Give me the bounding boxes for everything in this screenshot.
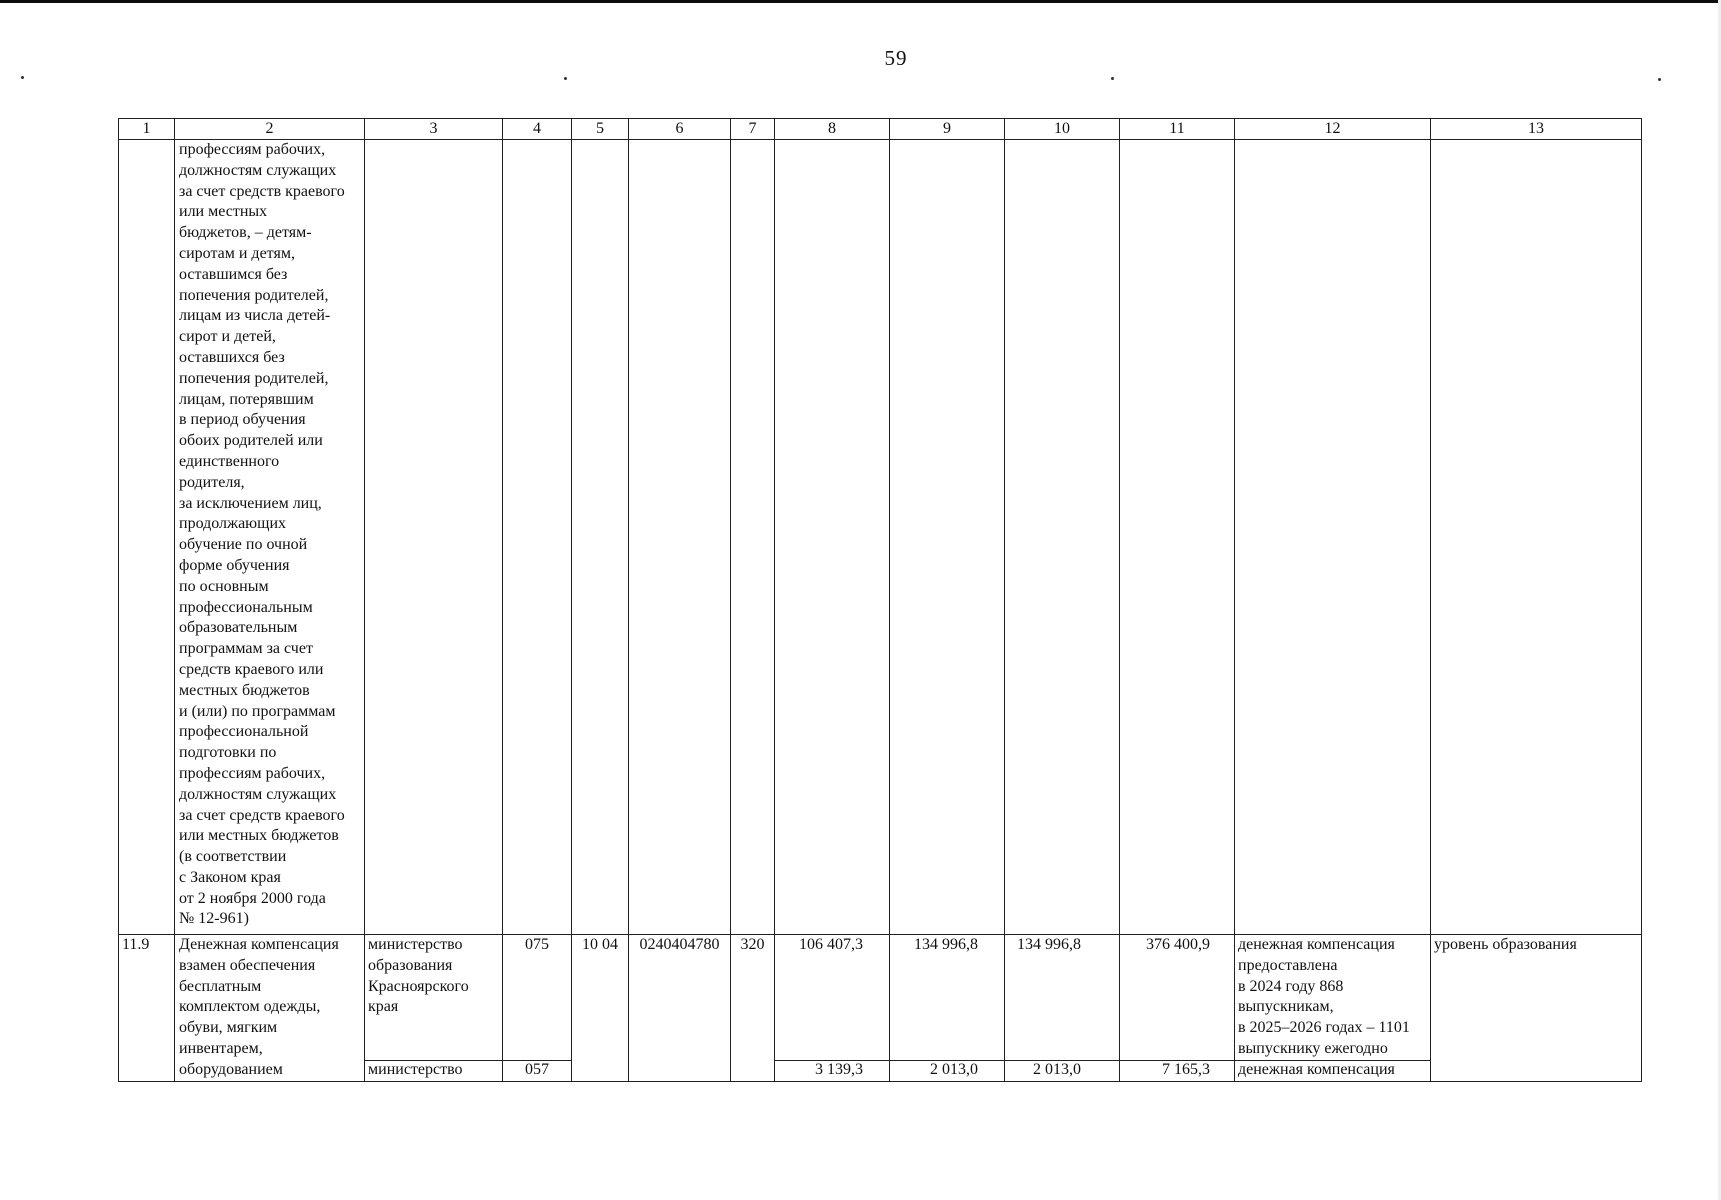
col-header-12: 12 xyxy=(1235,119,1431,140)
col-header-11: 11 xyxy=(1120,119,1235,140)
cell-empty xyxy=(1005,140,1120,935)
executor-cell: министерство xyxy=(365,1060,503,1081)
section-code-cell: 10 04 xyxy=(572,935,629,1082)
amount-total-cell: 7 165,3 xyxy=(1120,1060,1235,1081)
table-row-continuation xyxy=(119,140,1642,935)
col-header-8: 8 xyxy=(775,119,890,140)
col-header-3: 3 xyxy=(365,119,503,140)
cell-empty xyxy=(1120,140,1235,935)
item-number: 11.9 xyxy=(119,935,175,1082)
col-header-7: 7 xyxy=(731,119,775,140)
cell-empty xyxy=(503,140,572,935)
col-header-2: 2 xyxy=(175,119,365,140)
executor-cell: министерство образования Красноярского края xyxy=(365,935,503,1061)
col-header-1: 1 xyxy=(119,119,175,140)
item-description: Денежная компенсация взамен обеспечения бесплатным комплектом одежды, обуви, мягким инвентарем, оборудованием xyxy=(175,935,365,1082)
amount-2024-cell: 3 139,3 xyxy=(775,1060,890,1081)
budget-table xyxy=(118,118,1642,1082)
indicator-cell: уровень образования xyxy=(1431,935,1642,1082)
column-number-row xyxy=(119,119,1642,140)
grbs-cell: 057 xyxy=(503,1060,572,1081)
scan-speck xyxy=(1111,77,1114,80)
cell-empty xyxy=(890,140,1005,935)
expected-result-cell: денежная компенсация xyxy=(1235,1060,1431,1081)
cell-empty xyxy=(775,140,890,935)
cell-empty xyxy=(365,140,503,935)
cell-empty xyxy=(119,140,175,935)
scan-speck xyxy=(1658,78,1661,81)
amount-2025-cell: 2 013,0 xyxy=(890,1060,1005,1081)
page-number: 59 xyxy=(884,46,908,70)
cell-empty xyxy=(1235,140,1431,935)
col-header-5: 5 xyxy=(572,119,629,140)
cell-empty xyxy=(1431,140,1642,935)
amount-2026-cell: 134 996,8 xyxy=(1005,935,1120,1061)
table-row-item-11-9 xyxy=(119,935,1642,1061)
cell-empty xyxy=(731,140,775,935)
amount-2025-cell: 134 996,8 xyxy=(890,935,1005,1061)
expense-type-cell: 320 xyxy=(731,935,775,1082)
col-header-10: 10 xyxy=(1005,119,1120,140)
col-header-13: 13 xyxy=(1431,119,1642,140)
grbs-cell: 075 xyxy=(503,935,572,1061)
col-header-4: 4 xyxy=(503,119,572,140)
scan-top-edge xyxy=(0,0,1721,3)
scan-speck xyxy=(21,76,24,79)
col-header-6: 6 xyxy=(629,119,731,140)
cell-empty xyxy=(572,140,629,935)
amount-2024-cell: 106 407,3 xyxy=(775,935,890,1061)
scan-speck xyxy=(564,77,567,80)
cell-empty xyxy=(629,140,731,935)
amount-2026-cell: 2 013,0 xyxy=(1005,1060,1120,1081)
col-header-9: 9 xyxy=(890,119,1005,140)
expected-result-cell: денежная компенсация предоставлена в 2024 году 868 выпускникам, в 2025–2026 годах – 1101 выпускнику ежегодно xyxy=(1235,935,1431,1061)
amount-total-cell: 376 400,9 xyxy=(1120,935,1235,1061)
continued-description: профессиям рабочих, должностям служащих за счет средств краевого или местных бюджетов, – детям- сиротам и детям, оставшимся без попечения родителей, лицам из числа детей- сирот и детей, оставшихся без попечения родителей, лицам, потерявшим в период обучения обоих родителей или единственного родителя, за исключением лиц, продолжающих обучение по очной форме обучения по основным профессиональным образовательным программам за счет средств краевого или местных бюджетов и (или) по программам профессиональной подготовки по профессиям рабочих, должностям служащих за счет средств краевого или местных бюджетов (в соответствии с Законом края от 2 ноября 2000 года № 12-961) xyxy=(175,140,365,935)
target-code-cell: 0240404780 xyxy=(629,935,731,1082)
